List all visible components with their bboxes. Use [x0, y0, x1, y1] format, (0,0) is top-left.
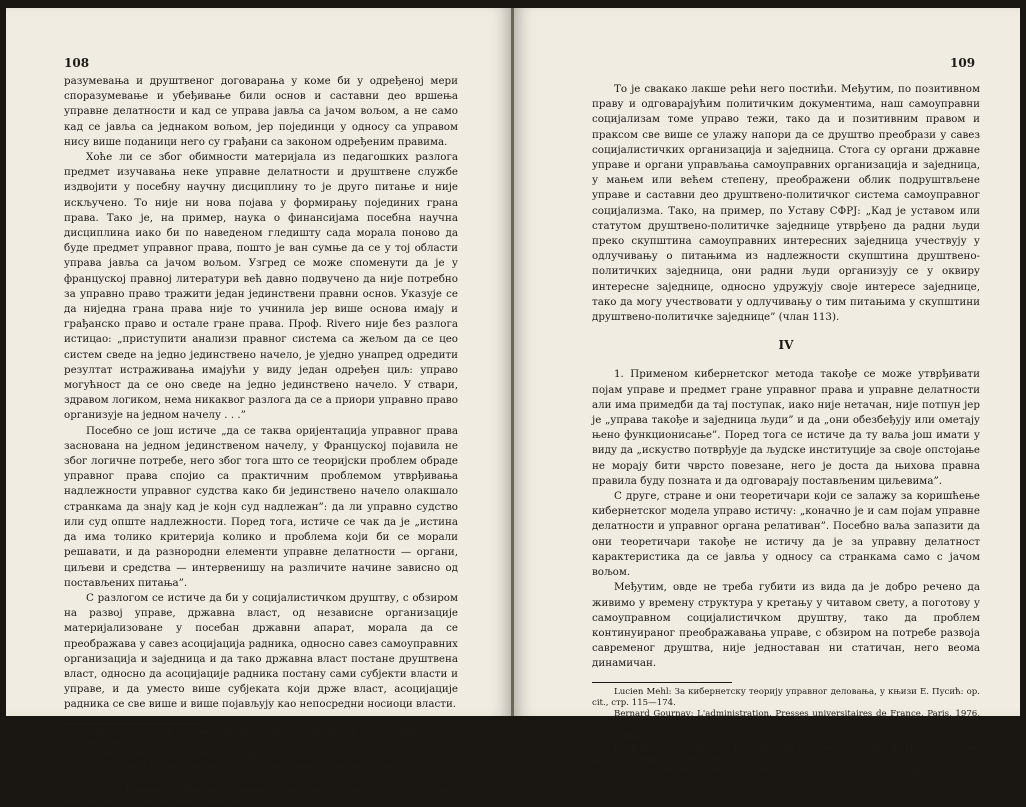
- footnote: L. Mehl: op. cit., стр. 167. В. о примени овог метода: Е. Пусић: Наука о управи, Школска књига, Загреб, 1975, стр. 329—332.: [592, 743, 980, 765]
- paragraph: разумевања и друштвеног договарања у коме би у одређеној мери споразумевање и убеђивање били основ и саставни део вршења управне делатности и кад се управа јавља са јачом вољом, а не само кад се јавља са једнаком вољом, јер појединци у односу са управом нису више поданици него су грађани са законом одређеним правима.: [64, 75, 458, 148]
- paragraph: Посебно се још истиче „да се таква оријентација управног права заснована на једном јединственом начелу, у Француској појавила не због логичне потребе, него због тога што се теоријски проблем обраде управног права спојио са практичним проблемом утврђивања надлежности управног судства како би јединствено начело олакшало странкама да знају кад је којн суд надлежан”: да ли управно судство или суд опште надлежности. Поред тога, истиче се чак да је „истина да има толико критерија колико и проблема који би се морали решавати, и да разнородни елементи управне делатности — органи, циљеви и средства — интервенишу на различите начине зависно од постављених питања”.: [64, 424, 458, 589]
- footnote: Prosper Weil: Le droit administratif, Presses universitaires de France, Paris, 1975, стр. 72—73.: [64, 761, 458, 784]
- page-number: 109: [950, 56, 976, 70]
- footnote-divider: [592, 682, 732, 683]
- footnote: J. Rivero: Droit administratif, 1975, стр. 35.: [86, 750, 277, 761]
- footnote: J. Rivero: Existe-t-il un critère du droit administratif? Revue de droit public, 1953, стр. 290—291.: [64, 727, 458, 749]
- page-number: 108: [64, 56, 90, 70]
- right-page-body: [592, 82, 980, 778]
- right-page: [514, 8, 1020, 777]
- left-page: [6, 8, 512, 806]
- footnote: Bernard Gournay: L'administration, Presses universitaires de France, Paris, 1976, стр. 71.: [592, 709, 980, 731]
- footnote: Louis Armand: Plaidoyer pour l'avenir, Calmann-Levy, Paris, 1961, стр. 16.: [614, 766, 940, 777]
- paragraph: 1. Применом кибернетског метода такође се може утврђивати појам управе и предмет гране управног права и управне делатности али има примедби да тај поступак, иако није нетачан, није потпун јер је „управа такође и заједница људи” и да „они обезбеђују или ометају њено функционисање”. Поред тога се истиче да ту ваља још имати у виду да „искуство потврђује да људске институције за своје опстојање не морају бити чврсто повезане, него је доста да њихова правна правила буду позната и да одговарају постављеним циљевима”.: [592, 368, 980, 487]
- footnote: Lucien Mehl: За кибернетску теорију управног деловања, у књизи Е. Пусић: op. cit., стр. 115—174.: [592, 686, 980, 708]
- paragraph: Међутим, овде не треба губити из вида да је добро речено да живимо у времену структура у кретању у читавом свету, а поготову у самоуправном социјалистичком друштву, тако да проблем континуираног преображавања управе, с обзиром на потребе развоја савременог друштва, није једноставан ни статичан, него веома динамичан.: [592, 581, 980, 670]
- footnote: J. U. A. Tikhomorov: Pouvoir et administration dans la société socialiste. Centre national de la recherche scientifique, Paris, 1973, стр. 187.: [64, 784, 458, 806]
- footnote-divider: [64, 723, 204, 724]
- section-heading: IV: [778, 338, 794, 353]
- paragraph: С разлогом се истиче да би у социјалистичком друштву, с обзиром на развој управе, државна власт, од независне организације материјализоване у посебан државни апарат, морала да се преображава у савез асоцијација радника, односно савез самоуправних организација и заједница и да тако државна власт постане друштвена власт, односно да асоцијације радника постану сами субјекти власти и управе, и да уместо више субјеката који држе власт, асоцијације радника се све више и више појављују као непосредни носиоци власти.: [64, 591, 458, 711]
- paragraph: То је свакако лакше рећи него постићи. Међутим, по позитивном праву и одговарајућим политичким документима, наш самоуправни социјализам томе управо тежи, тако да и позитивним правом и праксом све више се улажу напори да се друштво преобрази у савез социјалистичких организација и заједница. Стога су органи државне управе и органи управљања самоуправних организација и заједница, у мањем или већем степену, преображени облик подруштвљене управе и саставни део друштвено-политичког система самоуправног социјализма. Тако, на пример, по Уставу СФРЈ: „Кад је уставом или статутом друштвено-политичке заједнице утврђено да радни људи преко скупштина самоуправних интересних заједница учествују у одлучивању о питањима из надлежности скупштина друштвено-политичких заједница, они радни људи организују се у оквиру интересне заједнице, односно удружују своје интересе заједнице, тако да могу учествовати у одлучивању о тим питањима у скупштини друштвено-политичке заједнице” (члан 113).: [592, 83, 980, 324]
- paragraph: Хоће ли се због обимности материјала из педагошких разлога предмет изучавања неке управне делатности и друштвене службе издвојити у посебну научну дисциплину то је друго питање и није искључено. То није ни нова појава у формирању појединих грана права. Тако је, на пример, наука о финансијама посебна научна дисциплина иако би по наведеном гледишту сада морала поново да буде предмет управног права, пошто је ван сумње да се у тој области управа јавља са јачом вољом. Узгред се може споменути да је у француској правној литератури већ давно подвучено да није потребно за управно право тражити један јединствени правни основ. Указује се да ниједна грана права није то учинила јер више основа имају и грађанско право и остале гране права. Проф. Rivero није без разлога истицао: „приступити анализи правног система са жељом да се цео систем сведе на једно јединствено начело, је уједно унапред одредити резултат истраживања имајући у виду један одређен циљ: управо могућност да се оно сведе на једно јединствено начело. У ствари, здравом логиком, нема никаквог разлога да се а приори управно право организује на једном начелу . . .”: [64, 151, 458, 422]
- left-page-body: [64, 74, 458, 807]
- footnote: P. Weil: op. cit., стр. 125.: [614, 732, 723, 743]
- paragraph: С друге, стране и они теоретичари који се залажу за коришћење кибернетског модела управо истичу: „коначно је и сам појам управне делатности и управног органа релативан”. Посебно ваља запазити да они теоретичари такође не истичу да је за управну делатност карактеристика да се јавља у односу са странкама само с јачом вољом.: [592, 490, 980, 579]
